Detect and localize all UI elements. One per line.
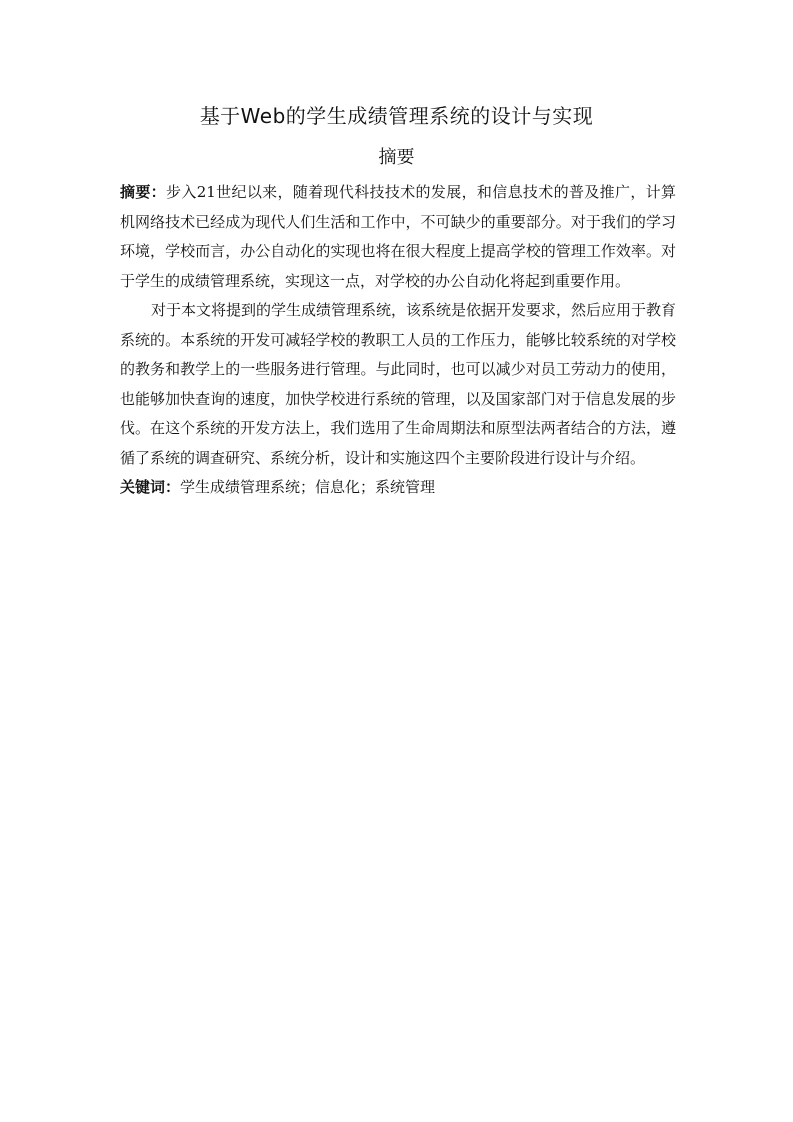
document-title: 基于Web的学生成绩管理系统的设计与实现 [199, 104, 594, 128]
abstract-paragraph-1 [120, 178, 676, 296]
abstract-body [120, 178, 676, 503]
abstract-label: 摘要： [120, 183, 167, 201]
abstract-heading: 摘要 [378, 147, 415, 168]
abstract-paragraph-1-text: 步入21世纪以来，随着现代科技技术的发展，和信息技术的普及推广，计算机网络技术已经成为现代人们生活和工作中，不可缺少的重要部分。对于我们的学习环境，学校而言，办公自动化的实现也将在很大程度上提高学校的管理工作效率。对于学生的成绩管理系统，实现这一点，对学校的办公自动化将起到重要作用。 [120, 183, 676, 290]
keywords-line [120, 473, 676, 503]
abstract-paragraph-2: 对于本文将提到的学生成绩管理系统，该系统是依据开发要求，然后应用于教育系统的。本系统的开发可减轻学校的教职工人员的工作压力，能够比较系统的对学校的教务和教学上的一些服务进行管理。与此同时，也可以减少对员工劳动力的使用，也能够加快查询的速度，加快学校进行系统的管理，以及国家部门对于信息发展的步伐。在这个系统的开发方法上，我们选用了生命周期法和原型法两者结合的方法，遵循了系统的调查研究、系统分析，设计和实施这四个主要阶段进行设计与介绍。 [120, 301, 677, 467]
keywords-text: 学生成绩管理系统；信息化；系统管理 [180, 478, 436, 496]
keywords-label: 关键词： [120, 478, 181, 496]
